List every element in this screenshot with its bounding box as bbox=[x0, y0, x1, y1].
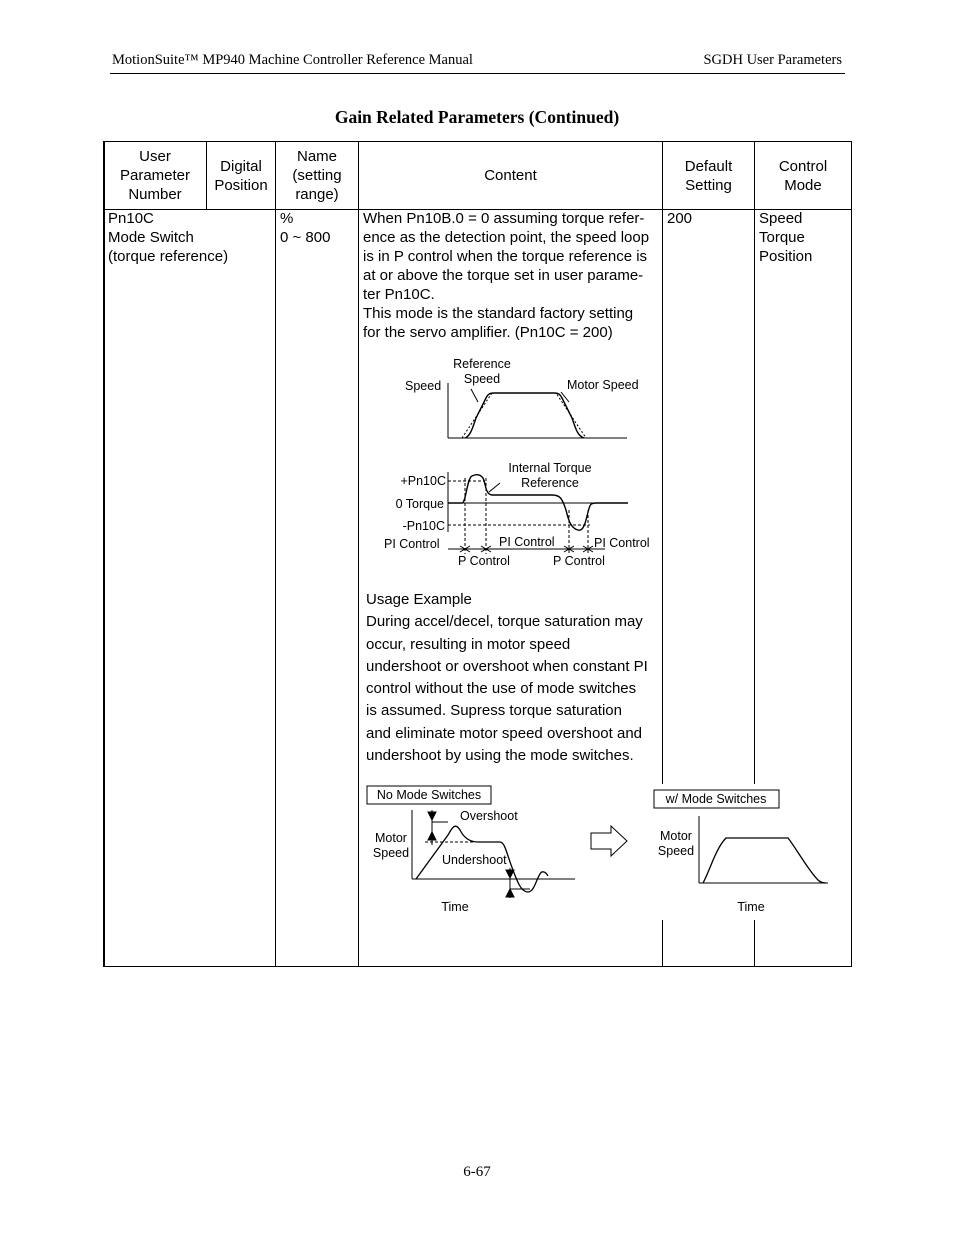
motor-speed-curve bbox=[465, 393, 584, 438]
itr-label-2: Reference bbox=[521, 476, 579, 490]
usage-line: control without the use of mode switches bbox=[366, 680, 637, 698]
speed-label: Speed bbox=[405, 379, 442, 393]
content-line: ter Pn10C. bbox=[363, 286, 435, 303]
control-mode-position: Position bbox=[759, 248, 813, 265]
overshoot-label: Overshoot bbox=[460, 809, 518, 823]
col-header-text: Position bbox=[214, 176, 268, 194]
motor-speed-label: Motor Speed bbox=[567, 378, 639, 392]
unit: % bbox=[280, 210, 294, 227]
p-control-left-label: P Control bbox=[458, 554, 510, 568]
usage-line: is assumed. Supress torque saturation bbox=[366, 702, 622, 720]
ref-speed-leader bbox=[471, 389, 478, 402]
col-header-text: Number bbox=[128, 186, 182, 203]
speed-profile-labels bbox=[405, 357, 639, 393]
pi-control-left-label: PI Control bbox=[384, 537, 440, 551]
wms-speed-curve bbox=[703, 838, 826, 883]
usage-line: and eliminate motor speed overshoot and bbox=[366, 724, 643, 742]
param-name: Mode Switch bbox=[108, 229, 194, 246]
control-mode-speed: Speed bbox=[759, 210, 803, 227]
manual-title: MotionSuite™ MP940 Machine Controller Reference Manual bbox=[112, 52, 473, 68]
col-header-text: Control bbox=[778, 157, 828, 175]
usage-line: undershoot or overshoot when constant PI bbox=[366, 657, 648, 675]
default-setting-value: 200 bbox=[667, 210, 693, 227]
col-header-text: Digital bbox=[220, 157, 262, 175]
itr-label-1: Internal Torque bbox=[508, 461, 592, 475]
page-title: Gain Related Parameters (Continued) bbox=[334, 107, 620, 127]
col-header-text: Name bbox=[296, 148, 337, 165]
zero-torque-label: 0 Torque bbox=[395, 497, 444, 511]
reference-speed-label-2: Speed bbox=[463, 372, 501, 386]
usage-heading: Usage Example bbox=[366, 591, 472, 608]
content-line: ence as the detection point, the speed loop bbox=[363, 229, 650, 246]
wms-time-label: Time bbox=[737, 900, 765, 914]
nms-time-label: Time bbox=[441, 900, 469, 914]
col-header-text: User bbox=[139, 148, 171, 165]
undershoot-arrow-top bbox=[506, 870, 514, 878]
plus-pn10c-label: +Pn10C bbox=[400, 474, 446, 488]
torque-reference-labels bbox=[384, 461, 650, 568]
col-header-text: Content bbox=[484, 167, 537, 184]
content-line: When Pn10B.0 = 0 assuming torque refer- bbox=[363, 210, 645, 227]
content-line: is in P control when the torque reference is bbox=[363, 248, 648, 265]
pi-control-mid-label: PI Control bbox=[499, 535, 555, 549]
param-number: Pn10C bbox=[108, 210, 154, 227]
col-header-text: Setting bbox=[685, 176, 732, 194]
wms-motor-label: Motor bbox=[660, 829, 692, 843]
pi-control-right-label: PI Control bbox=[594, 536, 650, 550]
no-mode-switches-labels bbox=[373, 788, 518, 914]
col-header-text: (setting bbox=[292, 167, 342, 184]
reference-speed-label-1: Reference bbox=[453, 357, 511, 371]
undershoot-label: Undershoot bbox=[442, 853, 507, 867]
content-line: for the servo amplifier. (Pn10C = 200) bbox=[363, 324, 613, 341]
page-number: 6-67 bbox=[463, 1164, 491, 1180]
nms-motor-label: Motor bbox=[375, 831, 407, 845]
col-header-text: Parameter bbox=[119, 167, 191, 184]
usage-line: During accel/decel, torque saturation may bbox=[366, 613, 643, 631]
section-title: SGDH User Parameters bbox=[703, 52, 842, 68]
with-mode-switches-labels bbox=[658, 792, 766, 914]
with-mode-switches-title: w/ Mode Switches bbox=[665, 792, 767, 806]
usage-line: undershoot by using the mode switches. bbox=[366, 747, 634, 765]
no-mode-switches-title: No Mode Switches bbox=[376, 788, 482, 802]
col-header-text: range) bbox=[295, 186, 339, 203]
col-header-text: Default bbox=[684, 157, 733, 175]
minus-pn10c-label: -Pn10C bbox=[402, 519, 445, 533]
setting-range: 0 ~ 800 bbox=[280, 229, 331, 246]
itr-leader bbox=[489, 483, 500, 492]
overshoot-arrow-bottom bbox=[428, 832, 436, 840]
undershoot-arrow-bottom bbox=[506, 889, 514, 897]
overshoot-arrow-top bbox=[428, 812, 436, 820]
usage-example bbox=[366, 589, 658, 767]
p-control-right-label: P Control bbox=[553, 554, 605, 568]
wms-speed-label: Speed bbox=[657, 844, 695, 858]
transition-arrow-icon bbox=[591, 826, 627, 856]
col-header-text: Mode bbox=[784, 176, 822, 194]
content-line: at or above the torque set in user parame- bbox=[363, 267, 644, 284]
param-qualifier: (torque reference) bbox=[108, 248, 229, 265]
content-line: This mode is the standard factory setting bbox=[363, 305, 634, 322]
usage-line: occur, resulting in motor speed bbox=[366, 635, 571, 653]
nms-speed-label: Speed bbox=[372, 846, 410, 860]
control-mode-torque: Torque bbox=[759, 229, 805, 246]
